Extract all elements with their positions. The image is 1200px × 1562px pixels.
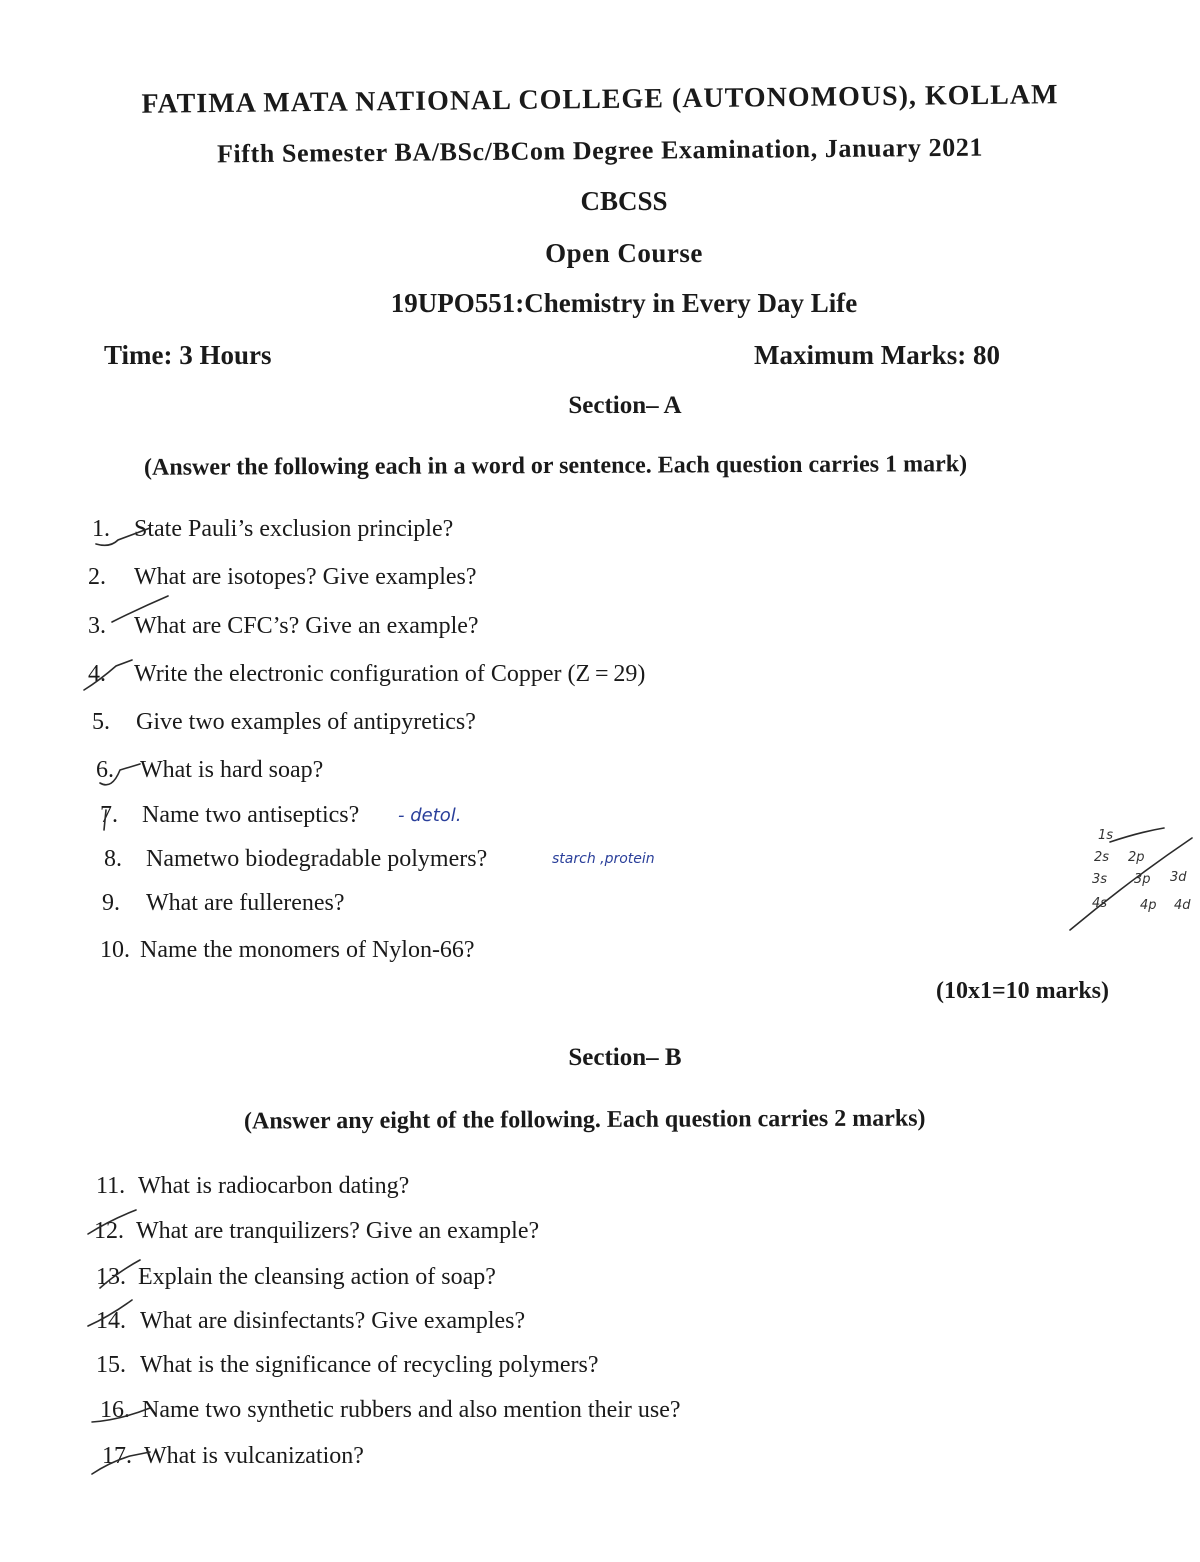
question-4: [88, 661, 645, 688]
section-b-title: Section– B: [568, 1044, 682, 1071]
max-marks: Maximum Marks: 80: [754, 340, 1000, 370]
question-number: 11.: [96, 1173, 126, 1199]
question-text: Explain the cleansing action of soap?: [138, 1264, 496, 1290]
question-text: Name two synthetic rubbers and also mention their use?: [142, 1397, 681, 1423]
question-number: 10.: [100, 937, 130, 963]
question-12: [94, 1218, 539, 1245]
tally-entry: 3s: [1092, 872, 1108, 887]
question-text: What are tranquilizers? Give an example?: [136, 1218, 540, 1244]
tally-entry: 2s: [1094, 850, 1110, 865]
question-10: [100, 937, 475, 964]
question-5: [92, 709, 476, 736]
question-number: 9.: [102, 890, 120, 916]
question-6: [96, 757, 323, 784]
section-a-title: Section– A: [568, 392, 682, 419]
tally-entry: 1s: [1098, 828, 1114, 843]
question-2: [88, 564, 477, 591]
question-number: 4.: [88, 661, 106, 687]
question-text: Name two antiseptics?: [142, 802, 360, 828]
exam-title: Fifth Semester BA/BSc/BCom Degree Examination, January 2021: [216, 132, 984, 169]
question-number: 1.: [92, 516, 110, 542]
question-16: [100, 1397, 681, 1424]
question-3: [88, 613, 479, 640]
section-a-total-marks: (10x1=10 marks): [936, 978, 1109, 1004]
question-text: Name the monomers of Nylon-66?: [140, 937, 475, 963]
question-15: [96, 1352, 599, 1379]
question-text: What are isotopes? Give examples?: [134, 564, 477, 590]
question-13: [96, 1264, 496, 1291]
question-1: [92, 516, 453, 543]
question-number: 12.: [94, 1218, 124, 1244]
section-a-instruction: (Answer the following each in a word or sentence. Each question carries 1 mark): [143, 451, 968, 481]
question-number: 2.: [88, 564, 106, 590]
question-text: What is hard soap?: [140, 757, 324, 783]
college-name: FATIMA MATA NATIONAL COLLEGE (AUTONOMOUS), KOLLAM: [141, 79, 1059, 120]
question-text: State Pauli’s exclusion principle?: [134, 516, 454, 542]
course-type: Open Course: [545, 238, 703, 268]
question-14: [96, 1308, 525, 1335]
question-text: What are fullerenes?: [146, 890, 345, 916]
question-text: What is vulcanization?: [144, 1443, 364, 1469]
question-text: What are disinfectants? Give examples?: [140, 1308, 526, 1334]
question-11: [96, 1173, 409, 1200]
question-number: 16.: [100, 1397, 130, 1423]
time-allowed: Time: 3 Hours: [104, 340, 272, 370]
question-number: 14.: [96, 1308, 126, 1334]
question-number: 17.: [102, 1443, 132, 1469]
question-number: 6.: [96, 757, 114, 783]
question-7: [100, 802, 359, 829]
question-8: [104, 846, 487, 873]
tally-entry: 4s: [1092, 896, 1108, 911]
tick-mark: [1110, 828, 1164, 842]
question-number: 13.: [96, 1264, 126, 1290]
section-b-instruction: (Answer any eight of the following. Each question carries 2 marks): [243, 1105, 926, 1135]
question-number: 5.: [92, 709, 110, 735]
question-text: What are CFC’s? Give an example?: [134, 613, 479, 639]
tally-entry: 3p: [1134, 872, 1151, 887]
tally-entry: 2p: [1128, 850, 1145, 865]
handwritten-note-q7: - detol.: [398, 805, 462, 826]
question-text: Nametwo biodegradable polymers?: [146, 846, 488, 872]
question-number: 7.: [100, 802, 118, 828]
question-text: What is radiocarbon dating?: [138, 1173, 410, 1199]
scheme: CBCSS: [580, 186, 668, 216]
question-text: Write the electronic configuration of Copper (Z = 29): [134, 661, 646, 687]
tally-entry: 4d: [1174, 898, 1191, 913]
question-9: [102, 890, 345, 917]
handwritten-note-q8: starch ,protein: [552, 851, 655, 867]
question-number: 15.: [96, 1352, 126, 1378]
tally-entry: 4p: [1140, 898, 1157, 913]
question-text: Give two examples of antipyretics?: [136, 709, 476, 735]
question-17: [102, 1443, 364, 1470]
question-text: What is the significance of recycling polymers?: [140, 1352, 599, 1378]
tally-entry: 3d: [1170, 870, 1187, 885]
question-number: 3.: [88, 613, 106, 639]
question-number: 8.: [104, 846, 122, 872]
paper-title: 19UPO551:Chemistry in Every Day Life: [390, 288, 858, 318]
